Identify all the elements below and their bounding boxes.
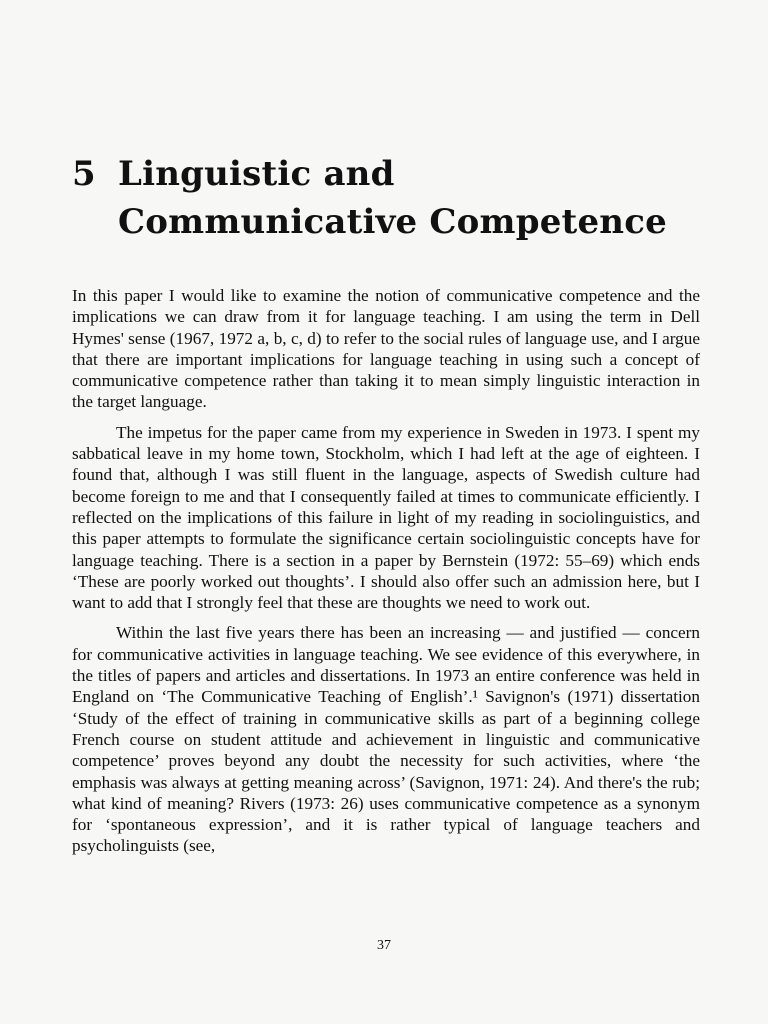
paragraph-1: In this paper I would like to examine the notion of communicative competence and the implications we can draw from it for language teaching. I am using the term in Dell Hymes' sense (1967, 1972 a, b, c, d) to refer to the social rules of language use, and I argue that there are important implications for language teaching in using such a concept of communicative competence rather than taking it to mean simply linguistic interaction in the target language. (72, 286, 700, 412)
chapter-title-line-2: Communicative Competence (118, 202, 667, 242)
chapter-body (72, 285, 700, 866)
page-number: 37 (377, 938, 391, 953)
paragraph-3: Within the last five years there has been an increasing — and justified — concern for communicative activities in language teaching. We see evidence of this everywhere, in the titles of papers and articles and dissertations. In 1973 an entire conference was held in England on ‘The Communicative Teaching of English’.¹ Savignon's (1971) dissertation ‘Study of the effect of training in communicative skills as part of a beginning college French course on student attitude and achievement in linguistic and communicative competence’ proves beyond any doubt the necessity for such activities, where ‘the emphasis was always at getting meaning across’ (Savignon, 1971: 24). And there's the rub; what kind of meaning? Rivers (1973: 26) uses communicative competence as a synonym for ‘spontaneous expression’, and it is rather typical of language teachers and psycholinguists (see, (72, 623, 700, 856)
chapter-title-line-1: Linguistic and (118, 154, 395, 194)
chapter-title (72, 150, 712, 246)
chapter-number: 5 (72, 154, 96, 194)
paragraph-2: The impetus for the paper came from my experience in Sweden in 1973. I spent my sabbatical leave in my home town, Stockholm, which I had left at the age of eighteen. I found that, although I was still fluent in the language, aspects of Swedish culture had become foreign to me and that I consequently failed at times to communicate efficiently. I reflected on the implications of this failure in light of my reading in sociolinguistics, and this paper attempts to formulate the significance certain sociolinguistic concepts have for language teaching. There is a section in a paper by Bernstein (1972: 55–69) which ends ‘These are poorly worked out thoughts’. I should also offer such an admission here, but I want to add that I strongly feel that these are thoughts we need to work out. (72, 422, 700, 613)
